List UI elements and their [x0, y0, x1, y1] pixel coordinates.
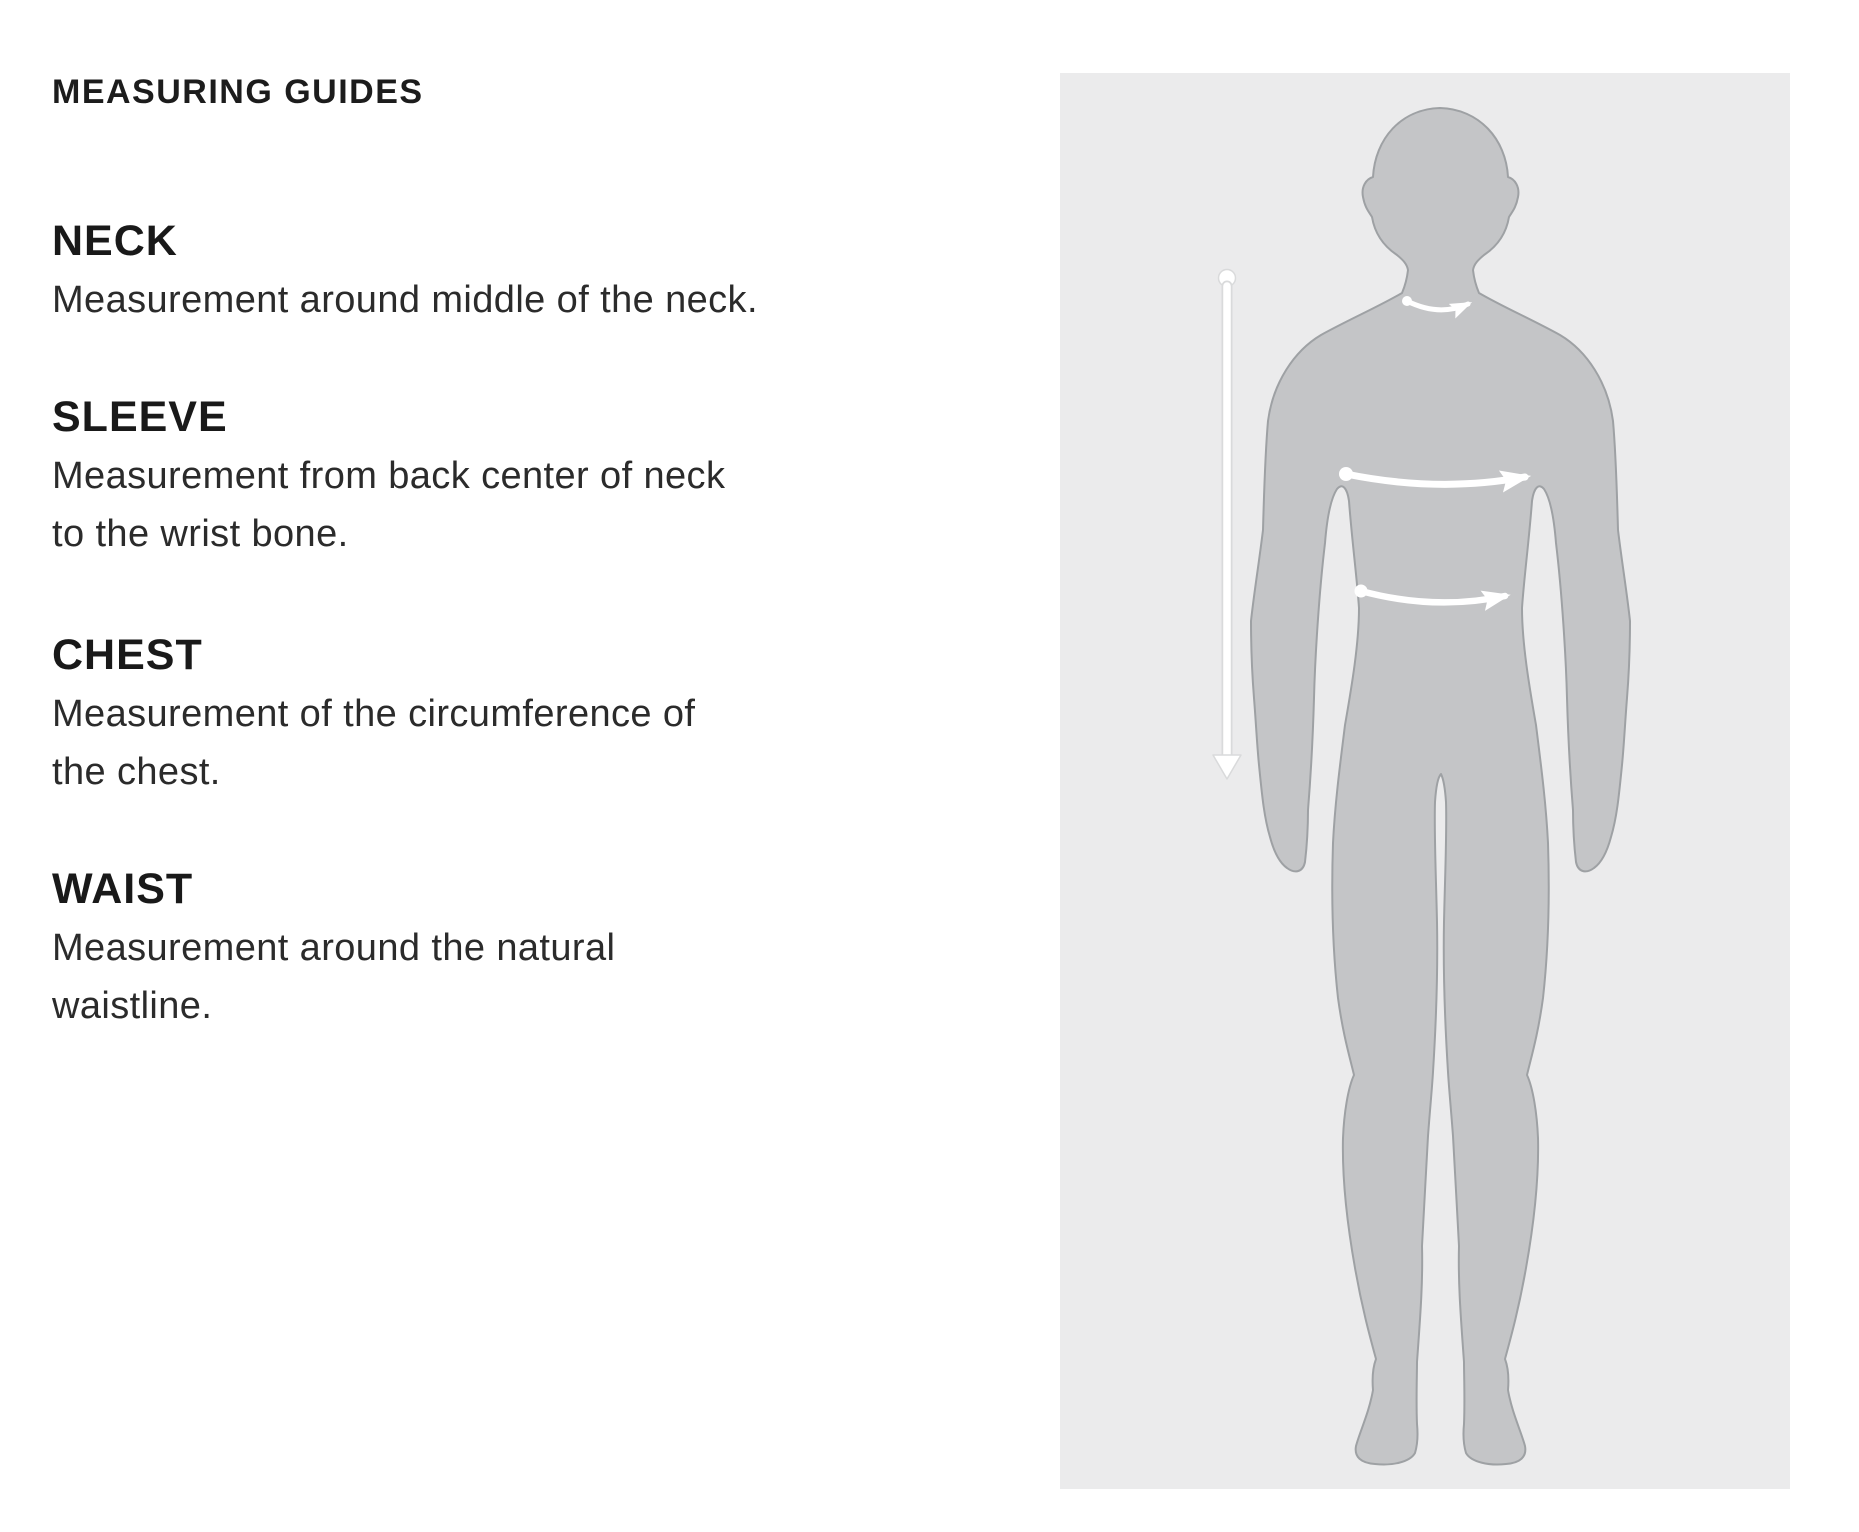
section-sleeve-description: [52, 447, 1032, 563]
section-chest: [52, 629, 1032, 801]
description-line: to the wrist bone.: [52, 513, 349, 555]
section-neck-heading: NECK: [52, 217, 178, 265]
description-line: Measurement around the natural: [52, 927, 616, 969]
section-chest-heading: CHEST: [52, 631, 203, 679]
section-sleeve: [52, 391, 1032, 563]
section-neck-description: [52, 271, 1032, 329]
section-waist: [52, 863, 1032, 1035]
section-neck: [52, 215, 1032, 329]
description-line: Measurement of the circumference of: [52, 693, 696, 735]
page-title: MEASURING GUIDES: [52, 73, 424, 111]
measuring-diagram-panel: [1060, 73, 1790, 1489]
description-line: Measurement around middle of the neck.: [52, 279, 758, 321]
measuring-diagram: [1060, 73, 1790, 1489]
section-chest-description: [52, 685, 1032, 801]
section-sleeve-heading: SLEEVE: [52, 393, 228, 441]
description-line: Measurement from back center of neck: [52, 455, 726, 497]
description-line: the chest.: [52, 751, 221, 793]
section-waist-heading: WAIST: [52, 865, 194, 913]
measuring-guides-text-column: [52, 0, 1032, 1035]
description-line: waistline.: [52, 985, 213, 1027]
section-waist-description: [52, 919, 1032, 1035]
